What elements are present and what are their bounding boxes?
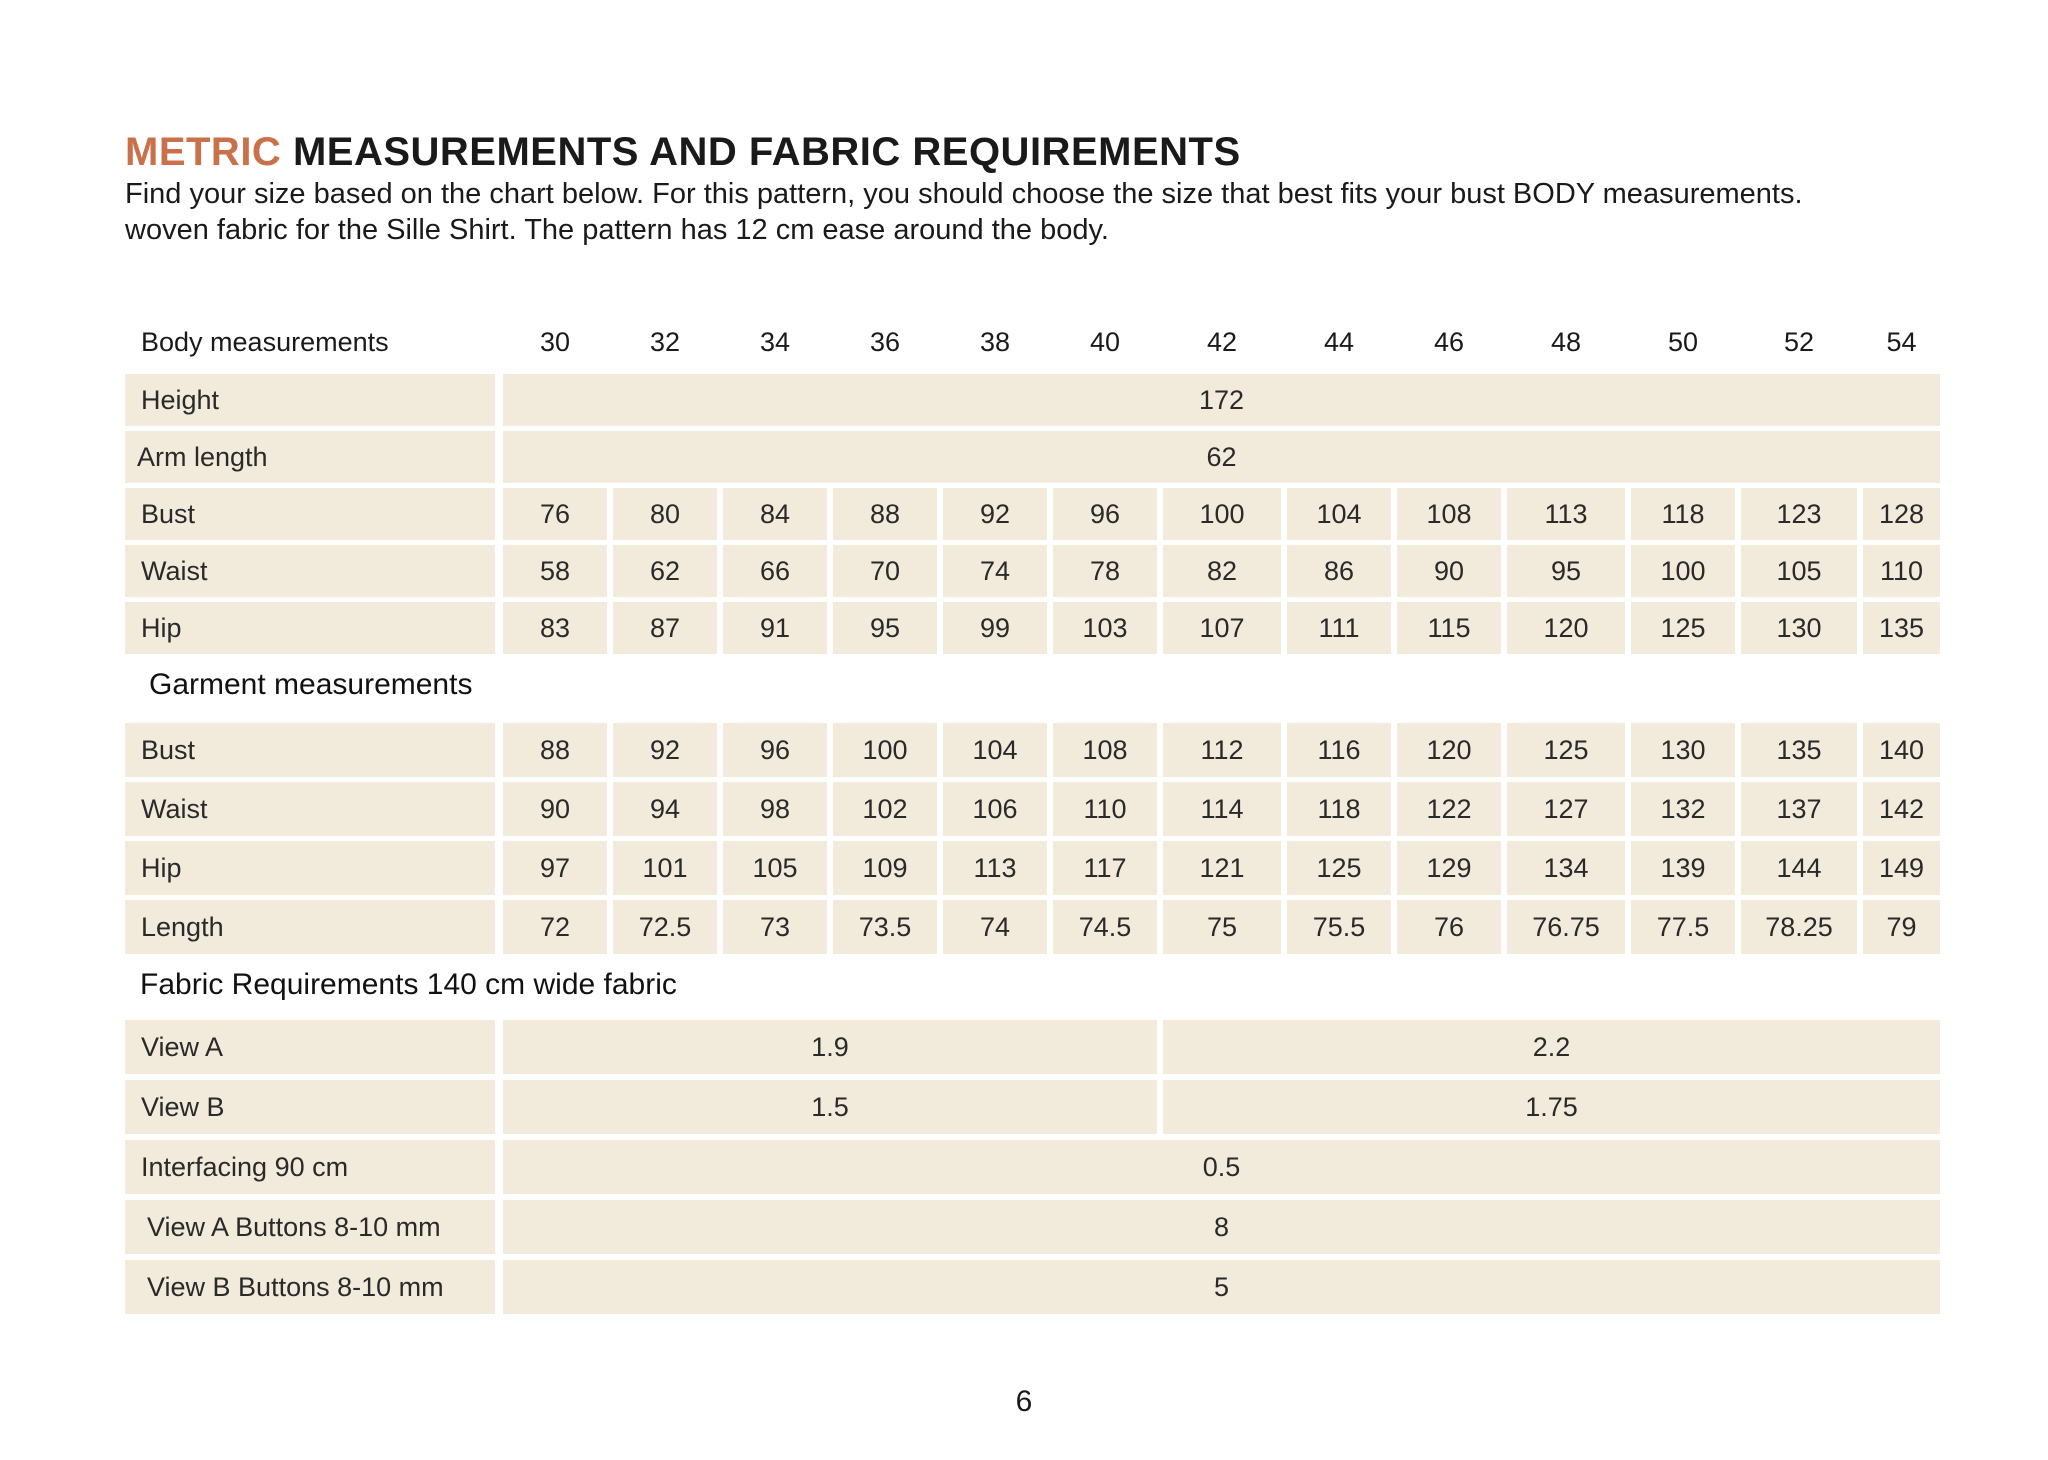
view-a-buttons-value: 8 bbox=[503, 1200, 1940, 1254]
table-cell: 84 bbox=[723, 488, 827, 540]
size-header-36: 36 bbox=[869, 326, 901, 357]
table-cell: 74 bbox=[943, 900, 1047, 954]
size-header-48: 48 bbox=[1550, 326, 1582, 357]
garment-row-waist bbox=[125, 782, 1940, 836]
interfacing-value: 0.5 bbox=[503, 1140, 1940, 1194]
table-cell: 120 bbox=[1397, 723, 1501, 777]
table-cell: 96 bbox=[1053, 488, 1157, 540]
fabric-row-interfacing bbox=[125, 1140, 1940, 1194]
body-measurements-label: Body measurements bbox=[141, 326, 389, 357]
table-cell: 109 bbox=[833, 841, 937, 895]
table-cell: 121 bbox=[1163, 841, 1281, 895]
row-label: View B bbox=[125, 1080, 495, 1134]
table-cell: 112 bbox=[1163, 723, 1281, 777]
table-cell: 125 bbox=[1287, 841, 1391, 895]
size-header-38: 38 bbox=[979, 326, 1011, 357]
table-cell: 107 bbox=[1163, 602, 1281, 654]
size-header-34: 34 bbox=[759, 326, 791, 357]
table-cell: 87 bbox=[613, 602, 717, 654]
table-cell: 82 bbox=[1163, 545, 1281, 597]
table-cell: 99 bbox=[943, 602, 1047, 654]
intro-line-2: woven fabric for the Sille Shirt. The pattern has 12 cm ease around the body. bbox=[125, 214, 1109, 246]
table-cell: 95 bbox=[833, 602, 937, 654]
table-cell: 125 bbox=[1507, 723, 1625, 777]
table-cell: 142 bbox=[1863, 782, 1940, 836]
table-cell: 74.5 bbox=[1053, 900, 1157, 954]
size-header-30: 30 bbox=[539, 326, 571, 357]
row-label: Bust bbox=[125, 488, 495, 540]
body-table-header-row bbox=[125, 316, 1940, 368]
table-cell: 135 bbox=[1863, 602, 1940, 654]
table-cell: 120 bbox=[1507, 602, 1625, 654]
size-header-52: 52 bbox=[1783, 326, 1815, 357]
table-cell: 113 bbox=[943, 841, 1047, 895]
row-label: Hip bbox=[125, 841, 495, 895]
row-label: Waist bbox=[125, 782, 495, 836]
table-cell: 118 bbox=[1631, 488, 1735, 540]
table-cell: 130 bbox=[1631, 723, 1735, 777]
table-cell: 86 bbox=[1287, 545, 1391, 597]
table-cell: 108 bbox=[1397, 488, 1501, 540]
view-a-large-sizes-value: 2.2 bbox=[1163, 1020, 1940, 1074]
table-cell: 94 bbox=[613, 782, 717, 836]
body-row-waist bbox=[125, 545, 1940, 597]
table-cell: 76 bbox=[503, 488, 607, 540]
arm-length-value: 62 bbox=[503, 431, 1940, 483]
view-b-small-sizes-value: 1.5 bbox=[503, 1080, 1157, 1134]
table-cell: 137 bbox=[1741, 782, 1857, 836]
table-cell: 90 bbox=[503, 782, 607, 836]
table-cell: 100 bbox=[833, 723, 937, 777]
table-cell: 103 bbox=[1053, 602, 1157, 654]
fabric-row-view-b bbox=[125, 1080, 1940, 1134]
table-cell: 77.5 bbox=[1631, 900, 1735, 954]
fabric-requirements-heading: Fabric Requirements 140 cm wide fabric bbox=[140, 968, 677, 1001]
table-cell: 92 bbox=[943, 488, 1047, 540]
garment-measurements-heading: Garment measurements bbox=[149, 668, 473, 701]
body-row-bust bbox=[125, 488, 1940, 540]
table-cell: 117 bbox=[1053, 841, 1157, 895]
height-value: 172 bbox=[503, 374, 1940, 426]
table-cell: 115 bbox=[1397, 602, 1501, 654]
size-header-40: 40 bbox=[1089, 326, 1121, 357]
fabric-row-view-a bbox=[125, 1020, 1940, 1074]
table-cell: 72 bbox=[503, 900, 607, 954]
table-cell: 100 bbox=[1631, 545, 1735, 597]
page-title bbox=[125, 128, 1241, 176]
table-cell: 70 bbox=[833, 545, 937, 597]
table-cell: 97 bbox=[503, 841, 607, 895]
table-cell: 58 bbox=[503, 545, 607, 597]
table-cell: 88 bbox=[833, 488, 937, 540]
table-cell: 100 bbox=[1163, 488, 1281, 540]
table-cell: 110 bbox=[1053, 782, 1157, 836]
row-label: View B Buttons 8-10 mm bbox=[125, 1260, 495, 1314]
table-cell: 128 bbox=[1863, 488, 1940, 540]
table-cell: 101 bbox=[613, 841, 717, 895]
table-cell: 78.25 bbox=[1741, 900, 1857, 954]
garment-row-length bbox=[125, 900, 1940, 954]
row-label: View A Buttons 8-10 mm bbox=[125, 1200, 495, 1254]
view-b-large-sizes-value: 1.75 bbox=[1163, 1080, 1940, 1134]
table-cell: 88 bbox=[503, 723, 607, 777]
table-cell: 104 bbox=[943, 723, 1047, 777]
table-cell: 122 bbox=[1397, 782, 1501, 836]
table-cell: 114 bbox=[1163, 782, 1281, 836]
table-cell: 111 bbox=[1287, 602, 1391, 654]
garment-row-bust bbox=[125, 723, 1940, 777]
row-label: View A bbox=[125, 1020, 495, 1074]
table-cell: 80 bbox=[613, 488, 717, 540]
table-cell: 98 bbox=[723, 782, 827, 836]
table-cell: 91 bbox=[723, 602, 827, 654]
table-cell: 73 bbox=[723, 900, 827, 954]
title-rest: MEASUREMENTS AND FABRIC REQUIREMENTS bbox=[292, 130, 1241, 174]
fabric-row-view-b-buttons bbox=[125, 1260, 1940, 1314]
row-label: Bust bbox=[125, 723, 495, 777]
table-cell: 102 bbox=[833, 782, 937, 836]
size-header-46: 46 bbox=[1433, 326, 1465, 357]
page-number: 6 bbox=[1015, 1385, 1033, 1418]
intro-line-1: Find your size based on the chart below. For this pattern, you should choose the size that best fits your bust BODY measurements. bbox=[125, 178, 1803, 210]
table-cell: 110 bbox=[1863, 545, 1940, 597]
title-accent: METRIC bbox=[125, 130, 282, 174]
table-cell: 78 bbox=[1053, 545, 1157, 597]
table-cell: 113 bbox=[1507, 488, 1625, 540]
table-cell: 90 bbox=[1397, 545, 1501, 597]
table-cell: 92 bbox=[613, 723, 717, 777]
table-cell: 116 bbox=[1287, 723, 1391, 777]
view-a-small-sizes-value: 1.9 bbox=[503, 1020, 1157, 1074]
table-cell: 135 bbox=[1741, 723, 1857, 777]
row-label: Hip bbox=[125, 602, 495, 654]
table-cell: 76 bbox=[1397, 900, 1501, 954]
table-cell: 127 bbox=[1507, 782, 1625, 836]
table-cell: 106 bbox=[943, 782, 1047, 836]
table-cell: 75 bbox=[1163, 900, 1281, 954]
size-header-54: 54 bbox=[1886, 326, 1917, 357]
table-cell: 62 bbox=[613, 545, 717, 597]
body-row-height bbox=[125, 374, 1940, 426]
table-cell: 130 bbox=[1741, 602, 1857, 654]
size-header-42: 42 bbox=[1206, 326, 1238, 357]
table-cell: 73.5 bbox=[833, 900, 937, 954]
size-header-32: 32 bbox=[649, 326, 681, 357]
row-label: Interfacing 90 cm bbox=[125, 1140, 495, 1194]
row-label: Height bbox=[125, 374, 495, 426]
table-cell: 123 bbox=[1741, 488, 1857, 540]
table-cell: 129 bbox=[1397, 841, 1501, 895]
table-cell: 104 bbox=[1287, 488, 1391, 540]
table-cell: 105 bbox=[1741, 545, 1857, 597]
size-header-44: 44 bbox=[1323, 326, 1355, 357]
intro-text bbox=[125, 176, 1955, 248]
row-label: Length bbox=[125, 900, 495, 954]
body-row-arm-length bbox=[125, 431, 1940, 483]
table-cell: 74 bbox=[943, 545, 1047, 597]
table-cell: 134 bbox=[1507, 841, 1625, 895]
table-cell: 149 bbox=[1863, 841, 1940, 895]
garment-row-hip bbox=[125, 841, 1940, 895]
table-cell: 96 bbox=[723, 723, 827, 777]
table-cell: 75.5 bbox=[1287, 900, 1391, 954]
row-label: Arm length bbox=[125, 431, 495, 483]
body-row-hip bbox=[125, 602, 1940, 654]
table-cell: 79 bbox=[1863, 900, 1940, 954]
table-cell: 140 bbox=[1863, 723, 1940, 777]
table-cell: 83 bbox=[503, 602, 607, 654]
table-cell: 66 bbox=[723, 545, 827, 597]
table-cell: 139 bbox=[1631, 841, 1735, 895]
table-cell: 72.5 bbox=[613, 900, 717, 954]
table-cell: 108 bbox=[1053, 723, 1157, 777]
row-label: Waist bbox=[125, 545, 495, 597]
table-cell: 105 bbox=[723, 841, 827, 895]
table-cell: 132 bbox=[1631, 782, 1735, 836]
fabric-row-view-a-buttons bbox=[125, 1200, 1940, 1254]
size-header-50: 50 bbox=[1667, 326, 1699, 357]
table-cell: 76.75 bbox=[1507, 900, 1625, 954]
table-cell: 95 bbox=[1507, 545, 1625, 597]
table-cell: 118 bbox=[1287, 782, 1391, 836]
table-cell: 125 bbox=[1631, 602, 1735, 654]
table-cell: 144 bbox=[1741, 841, 1857, 895]
view-b-buttons-value: 5 bbox=[503, 1260, 1940, 1314]
